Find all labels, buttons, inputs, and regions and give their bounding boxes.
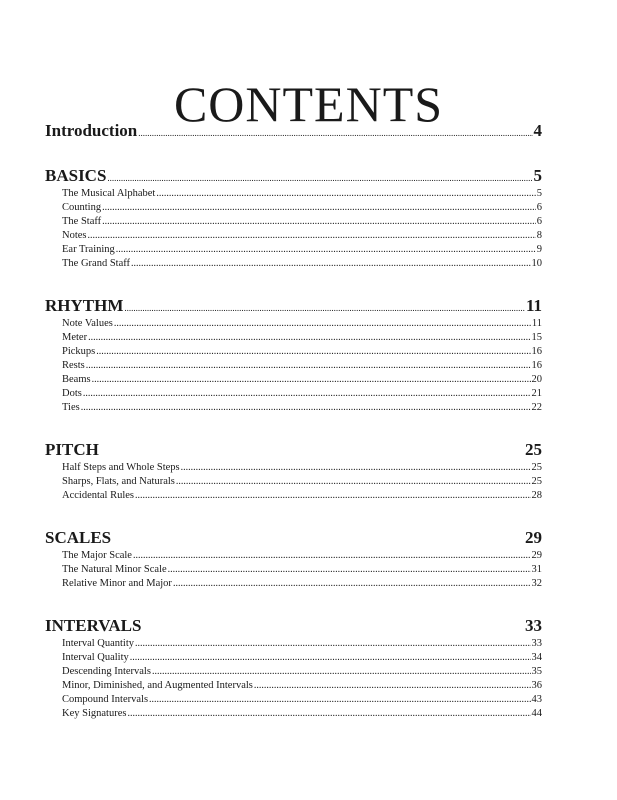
toc-entry[interactable] xyxy=(45,229,542,243)
toc-entry[interactable] xyxy=(45,549,542,563)
toc-entry-page: 32 xyxy=(531,578,542,589)
toc-entry[interactable] xyxy=(45,215,542,229)
dot-leader xyxy=(124,297,525,319)
toc-entry-label: The Major Scale xyxy=(62,550,132,561)
toc-entry-label: Counting xyxy=(62,202,102,213)
section-page: 29 xyxy=(525,528,542,547)
dot-leader xyxy=(127,707,530,721)
dot-leader xyxy=(173,577,531,591)
toc-entry-page: 16 xyxy=(531,346,542,357)
toc-entry-page: 33 xyxy=(531,638,542,649)
toc-entry-page: 10 xyxy=(531,258,542,269)
section-heading[interactable] xyxy=(45,527,542,549)
toc-entry-label: The Musical Alphabet xyxy=(62,188,156,199)
dot-leader xyxy=(86,359,531,373)
dot-leader xyxy=(102,215,536,229)
toc-entry[interactable] xyxy=(45,637,542,651)
toc-entry[interactable] xyxy=(45,665,542,679)
toc-entry-label: Key Signatures xyxy=(62,708,127,719)
section-title: BASICS xyxy=(45,166,107,185)
section-page: 11 xyxy=(525,296,542,315)
toc-entry[interactable] xyxy=(45,201,542,215)
toc-entry-label: Accidental Rules xyxy=(62,490,135,501)
toc-entry-label: Half Steps and Whole Steps xyxy=(62,462,180,473)
dot-leader xyxy=(138,120,532,146)
toc-entry-label: Dots xyxy=(62,388,82,399)
toc-entry[interactable] xyxy=(45,489,542,503)
dot-leader xyxy=(114,317,531,331)
toc-entry[interactable] xyxy=(45,461,542,475)
dot-leader xyxy=(81,401,531,415)
toc-entry-page: 4 xyxy=(533,121,542,140)
toc-entry[interactable] xyxy=(45,257,542,271)
toc-entry-page: 15 xyxy=(531,332,542,343)
toc-entry-page: 9 xyxy=(536,244,542,255)
dot-leader xyxy=(181,461,531,475)
toc-entry[interactable] xyxy=(45,651,542,665)
toc-entry-page: 6 xyxy=(536,202,542,213)
section-page: 5 xyxy=(533,166,542,185)
toc-entry[interactable] xyxy=(45,707,542,721)
toc-section-basics xyxy=(45,165,542,271)
dot-leader xyxy=(133,549,531,563)
section-title: PITCH xyxy=(45,440,99,459)
toc-entry[interactable] xyxy=(45,679,542,693)
toc-entry-label: The Staff xyxy=(62,216,102,227)
toc-section-scales xyxy=(45,527,542,591)
toc-entry-label: Relative Minor and Major xyxy=(62,578,172,589)
toc-entry-label: Compound Intervals xyxy=(62,694,149,705)
toc-entry-label: Ear Training xyxy=(62,244,115,255)
toc-entry-page: 21 xyxy=(531,388,542,399)
page-title: CONTENTS xyxy=(173,75,444,132)
toc-entry-page: 6 xyxy=(536,216,542,227)
toc-entry[interactable] xyxy=(45,359,542,373)
toc-entry[interactable] xyxy=(45,577,542,591)
toc-entry-label: Sharps, Flats, and Naturals xyxy=(62,476,175,487)
toc-entry-page: 31 xyxy=(531,564,542,575)
dot-leader xyxy=(88,229,536,243)
toc-entry-label: The Natural Minor Scale xyxy=(62,564,167,575)
dot-leader xyxy=(102,201,536,215)
toc-entry-label: Descending Intervals xyxy=(62,666,151,677)
toc-entry[interactable] xyxy=(45,373,542,387)
toc-sections xyxy=(45,165,542,721)
toc-entry-page: 22 xyxy=(531,402,542,413)
toc-entry-label: Introduction xyxy=(45,121,138,140)
section-title: RHYTHM xyxy=(45,296,124,315)
toc-section-intervals xyxy=(45,615,542,721)
toc-section-rhythm xyxy=(45,295,542,415)
toc-entry-page: 44 xyxy=(531,708,542,719)
section-title: SCALES xyxy=(45,528,112,547)
dot-leader xyxy=(254,679,531,693)
toc-entry[interactable] xyxy=(45,693,542,707)
table-of-contents xyxy=(45,118,542,721)
toc-entry-page: 36 xyxy=(531,680,542,691)
section-heading[interactable] xyxy=(45,615,542,637)
dot-leader xyxy=(152,665,531,679)
toc-entry-page: 34 xyxy=(531,652,542,663)
toc-entry-page: 29 xyxy=(531,550,542,561)
toc-entry-label: Beams xyxy=(62,374,91,385)
toc-entry-page: 8 xyxy=(536,230,542,241)
toc-entry[interactable] xyxy=(45,187,542,201)
toc-entry-label: Interval Quantity xyxy=(62,638,135,649)
toc-entry-introduction[interactable] xyxy=(45,118,542,144)
toc-entry[interactable] xyxy=(45,401,542,415)
dot-leader xyxy=(176,475,531,489)
toc-entry-page: 25 xyxy=(531,462,542,473)
dot-leader xyxy=(88,331,530,345)
section-heading[interactable] xyxy=(45,165,542,187)
section-heading[interactable] xyxy=(45,295,542,317)
dot-leader xyxy=(135,489,530,503)
toc-section-pitch xyxy=(45,439,542,503)
toc-entry-label: Ties xyxy=(62,402,80,413)
toc-entry-label: The Grand Staff xyxy=(62,258,131,269)
toc-entry-label: Minor, Diminished, and Augmented Intervals xyxy=(62,680,253,691)
toc-entry-label: Note Values xyxy=(62,318,113,329)
dot-leader xyxy=(130,651,531,665)
dot-leader xyxy=(116,243,536,257)
toc-entry-label: Meter xyxy=(62,332,88,343)
toc-entry[interactable] xyxy=(45,475,542,489)
toc-entry-page: 35 xyxy=(531,666,542,677)
dot-leader xyxy=(131,257,530,271)
dot-leader xyxy=(156,187,535,201)
toc-entry-page: 11 xyxy=(531,318,542,329)
section-heading[interactable] xyxy=(45,439,542,461)
toc-entry[interactable] xyxy=(45,243,542,257)
toc-entry-page: 25 xyxy=(531,476,542,487)
toc-entry[interactable] xyxy=(45,331,542,345)
toc-entry-label: Interval Quality xyxy=(62,652,129,663)
dot-leader xyxy=(92,373,531,387)
toc-entry-page: 28 xyxy=(531,490,542,501)
toc-entry-page: 16 xyxy=(531,360,542,371)
toc-entry-page: 43 xyxy=(531,694,542,705)
section-page: 33 xyxy=(525,616,542,635)
dot-leader xyxy=(149,693,530,707)
toc-entry-label: Notes xyxy=(62,230,87,241)
toc-entry-label: Pickups xyxy=(62,346,96,357)
dot-leader xyxy=(135,637,530,651)
toc-entry-page: 5 xyxy=(536,188,542,199)
toc-entry[interactable] xyxy=(45,563,542,577)
toc-entry-label: Rests xyxy=(62,360,85,371)
toc-entry[interactable] xyxy=(45,317,542,331)
section-page: 25 xyxy=(525,440,542,459)
section-title: INTERVALS xyxy=(45,616,142,635)
dot-leader xyxy=(96,345,530,359)
toc-entry-page: 20 xyxy=(531,374,542,385)
dot-leader xyxy=(83,387,531,401)
dot-leader xyxy=(168,563,531,577)
dot-leader xyxy=(107,167,532,189)
toc-entry[interactable] xyxy=(45,387,542,401)
toc-entry[interactable] xyxy=(45,345,542,359)
